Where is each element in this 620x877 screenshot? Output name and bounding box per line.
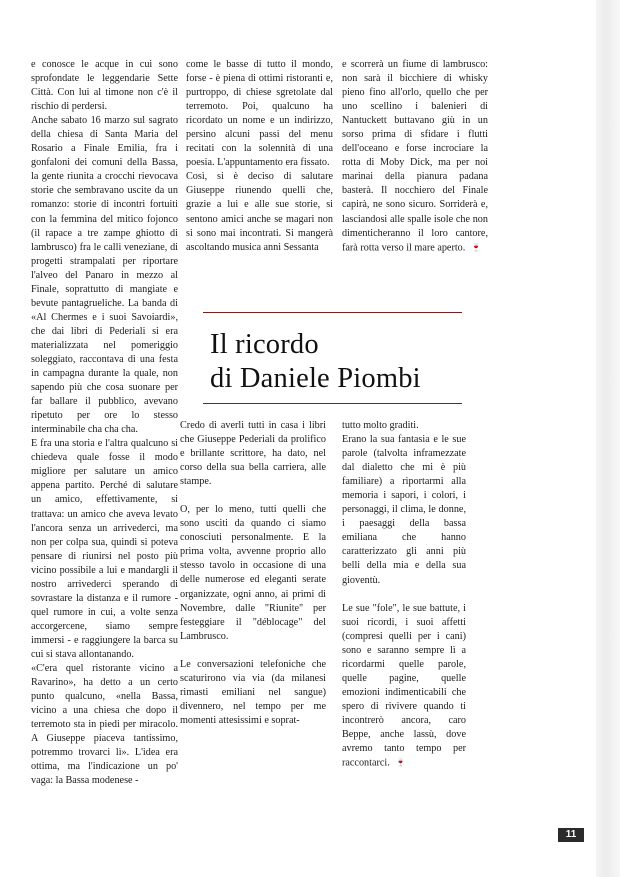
article1-c2-paragraph: Così, si è deciso di salutare Giuseppe riunendo quelli che, grazie a lui e alle sue storie, si sentono amici anche se magari non si sono mai incontrati. Si mangerà ascoltando musica anni Sessanta <box>186 171 333 253</box>
article1-c2-paragraph: come le basse di tutto il mondo, forse - è piena di ottimi ristoranti e, purtroppo, di chiese sgretolate dal terremoto. Poi, qualcuno ha ricordato un nome e un indirizzo, persino alcuni passi del menu recitati con la solennità di una poesia. L'appuntamento era fissato. <box>186 59 333 169</box>
article1-column-3 <box>342 58 488 255</box>
article1-c1-paragraph: «C'era quel ristorante vicino a Ravarino», ha detto a un certo punto qualcuno, «nella Bassa, vicino a una chiesa che dopo il terremoto sta in piedi per miracolo. A Giuseppe piaceva tantissimo, potremmo trovarci lì». L'idea era ottima, ma l'indicazione un po' vaga: la Bassa modenese - <box>31 663 178 787</box>
article1-c1-paragraph: e conosce le acque in cui sono sprofondate le leggendarie Sette Città. Con lui al timone non c'è il rischio di perdersi. <box>31 59 178 113</box>
article2-c1-paragraph: Le conversazioni telefoniche che scaturirono via via (da milanesi rimasti emiliani nel sangue) divennero, nel tempo per me momenti attesissimi e soprat- <box>180 658 326 726</box>
article2-c2-paragraph: tutto molto graditi. <box>342 420 419 431</box>
article2-title-line2: di Daniele Piombi <box>210 363 421 394</box>
article1-c1-paragraph: E fra una storia e l'altra qualcuno si chiedeva quale fosse il modo migliore per salutare un amico appena partito. Perché di salutare un amico, effettivamente, si trattava: un amico che aveva levato l'ancora senza un arrivederci, ma non per colpa sua, quindi si poteva pensare di riunirsi nel posto più vicino possibile a lui e mandargli il nostro arrivederci sperando di sovrastare la distanza e il rumore - quel rumore in cui, a volte senza accorgercene, siamo sempre immersi - e raggiungere la barca su cui si stava allontanando. <box>31 438 178 660</box>
article2-c1-paragraph: Credo di averli tutti in casa i libri che Giuseppe Pederiali da prolifico e brillante scrittore, ha dato, nel corso della sua bella carriera, alle stampe. <box>180 420 326 488</box>
article2-column-2 <box>342 419 466 771</box>
article2-c1-paragraph: O, per lo meno, tutti quelli che sono usciti da quando ci siamo conosciuti personalmente. E la prima volta, avvenne proprio allo stesso tavolo in occasione di una delle numerose ed eleganti serate organizzate, ogni anno, ai primi di Novembre, dalle "Riunite" per festeggiare il "déblocage" del Lambrusco. <box>180 504 326 642</box>
page-edge-shadow <box>596 0 620 877</box>
article1-c1-paragraph: Anche sabato 16 marzo sul sagrato della chiesa di Santa Maria del Rosario a Finale Emilia, fra i gonfaloni dei comuni della Bassa, la gente riunita a crocchi rievocava storie che sembravano uscite da un romanzo: storie di incontri fortuiti con la femmina del mitico fojonco (il rapace a tre zampe ghiotto di lambrusco) fra le calli veneziane, di progetti strampalati per riportare l'alveo del Panaro in mezzo al Finale, soprattutto di mangiate e bevute pantagrueliche. La banda di «Al Chermes e i suoi Savoiardi», che dai libri di Pederiali si era materializzata nel pomeriggio soleggiato, raccontava di una festa in campagna durante la quale, non sapendo più che cosa suonare per far ballare il pubblico, avevano ripetuto per ore lo stesso interminabile cha cha cha. <box>31 115 178 436</box>
article2-title-line1: Il ricordo <box>210 329 319 360</box>
article2-column-1 <box>180 419 326 728</box>
article2-title <box>210 328 421 396</box>
page-number: 11 <box>558 828 584 842</box>
article2-c2-paragraph: Erano la sua fantasia e le sue parole (talvolta inframezzate dal dialetto che mi è più familiare) a riportarmi alla memoria i sapori, i colori, i personaggi, il clima, le donne, i paesaggi della bassa emiliana che hanno caratterizzato gli anni più belli della mia e della sua gioventù. <box>342 434 466 586</box>
article1-column-1 <box>31 58 178 788</box>
title-bottom-rule <box>203 403 462 404</box>
wine-glass-icon: 🍷 <box>395 758 406 768</box>
wine-glass-icon: 🍷 <box>471 242 482 252</box>
article1-c3-paragraph: e scorrerà un fiume di lambrusco: non sarà il bicchiere di whisky pieno fino all'orlo, quello che per uno scellino i balenieri di Nantuckett buttavano giù in un sorso prima di sfidare i flutti dell'oceano e forse incrociare la rotta di Moby Dick, ma per noi marinai della pianura padana basterà. Il nocchiero del Finale capirà, ne sono sicuro. Sorriderà e, lasciandosi alle spalle isole che non dimenticheranno il loro cantore, farà rotta verso il mare aperto. <box>342 59 488 253</box>
article1-column-2 <box>186 58 333 255</box>
article2-c2-paragraph: Le sue "fole", le sue battute, i suoi ricordi, i suoi affetti (compresi quelli per i cani) sono e saranno sempre lì a ricordarmi quelle parole, quelle pagine, quelle emozioni indimenticabili che spero di rivivere quando ti incontrerò ancora, caro Beppe, anche lassù, dove avremo tanto tempo per raccontarci. <box>342 602 466 769</box>
title-top-rule <box>203 312 462 313</box>
